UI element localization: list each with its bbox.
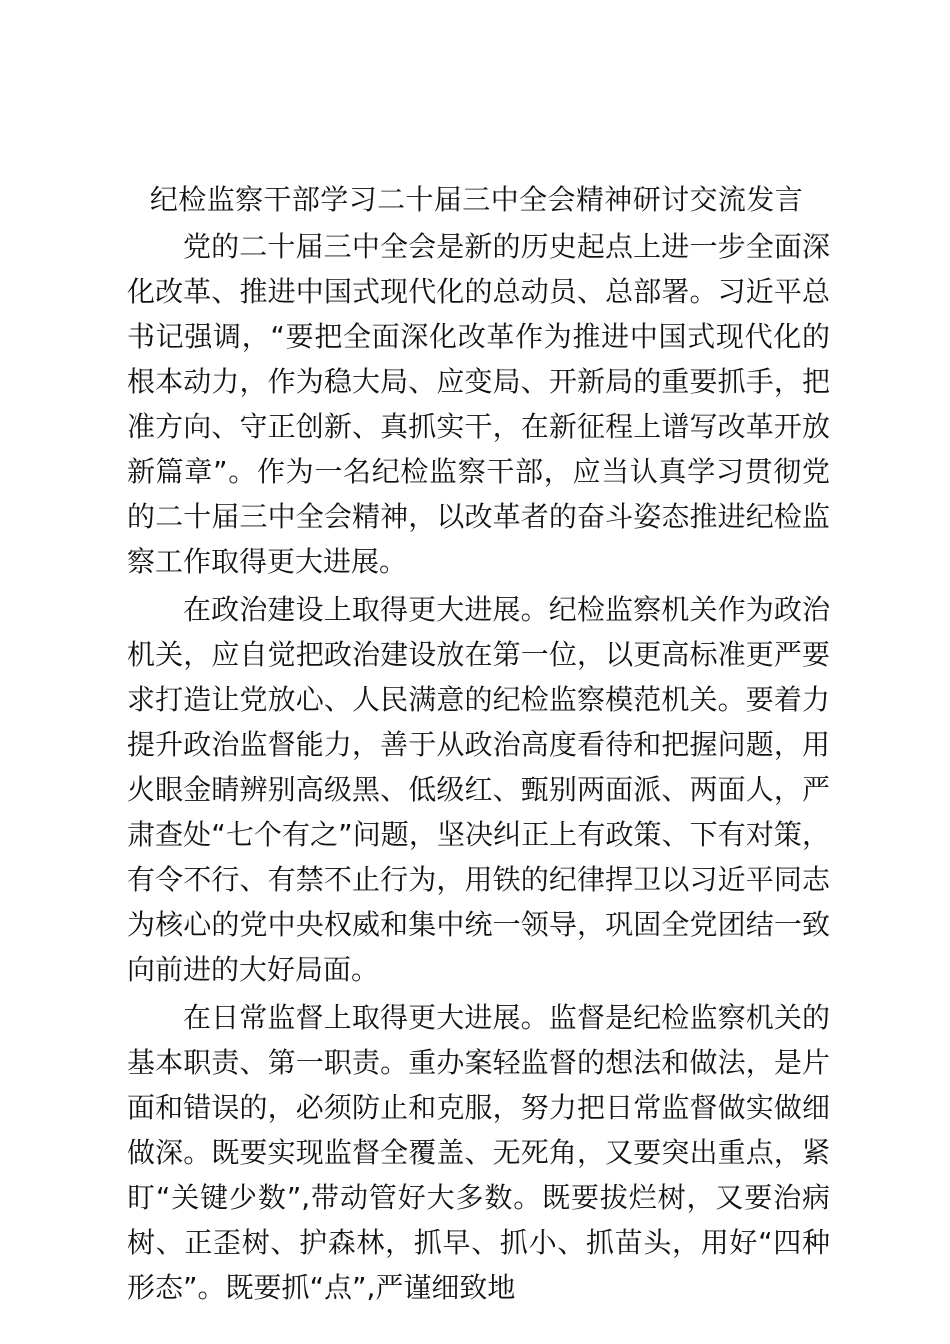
paragraph-political-building: 在政治建设上取得更大进展。纪检监察机关作为政治机关，应自觉把政治建设放在第一位，以更高标准更严要求打造让党放心、人民满意的纪检监察模范机关。要着力提升政治监督能力，善于从政治高度看待和把握问题，用火眼金睛辨别高级黑、低级红、甄别两面派、两面人，严肃查处“七个有之”问题，坚决纠正上有政策、下有对策，有令不行、有禁不止行为，用铁的纪律捍卫以习近平同志为核心的党中央权威和集中统一领导，巩固全党团结一致向前进的大好局面。 bbox=[127, 593, 830, 986]
document-title: 纪检监察干部学习二十届三中全会精神研讨交流发言 bbox=[149, 183, 804, 216]
document-body bbox=[127, 176, 830, 1310]
paragraph-daily-supervision: 在日常监督上取得更大进展。监督是纪检监察机关的基本职责、第一职责。重办案轻监督的想法和做法，是片面和错误的，必须防止和克服，努力把日常监督做实做细做深。既要实现监督全覆盖、无死角，又要突出重点，紧盯“关键少数”,带动管好大多数。既要拔烂树，又要治病树、正歪树、护森林，抓早、抓小、抓苗头，用好“四种形态”。既要抓“点”,严谨细致地 bbox=[127, 1001, 830, 1304]
paragraph-intro: 党的二十届三中全会是新的历史起点上进一步全面深化改革、推进中国式现代化的总动员、总部署。习近平总书记强调，“要把全面深化改革作为推进中国式现代化的根本动力，作为稳大局、应变局、开新局的重要抓手，把准方向、守正创新、真抓实干，在新征程上谱写改革开放新篇章”。作为一名纪检监察干部，应当认真学习贯彻党的二十届三中全会精神，以改革者的奋斗姿态推进纪检监察工作取得更大进展。 bbox=[127, 230, 830, 578]
